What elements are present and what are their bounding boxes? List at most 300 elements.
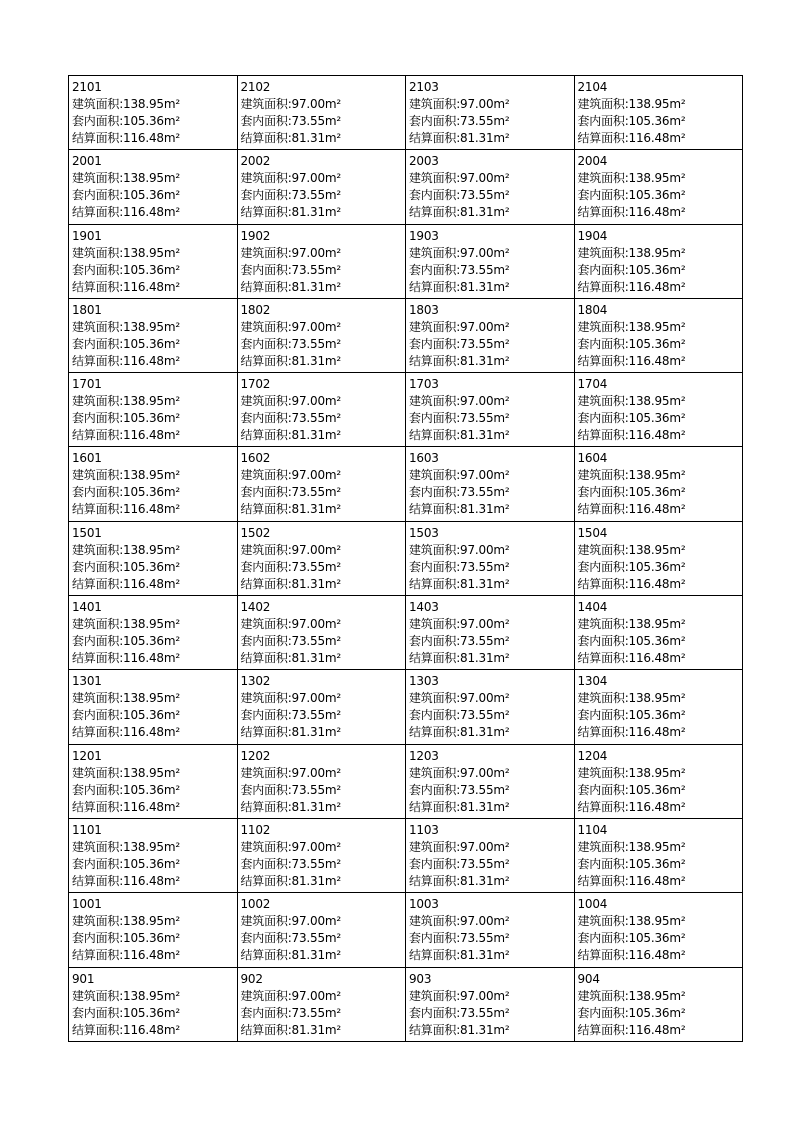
settlement-area-unit: m² bbox=[324, 651, 342, 666]
unit-number: 1902 bbox=[240, 228, 271, 243]
gross-area-unit: m² bbox=[669, 97, 686, 111]
unit-number: 1802 bbox=[240, 302, 271, 317]
unit-cell bbox=[574, 967, 743, 1041]
inner-area-line bbox=[72, 856, 237, 873]
unit-cell bbox=[406, 967, 575, 1041]
inner-area-value: 105.36 bbox=[123, 411, 164, 426]
settlement-area-label: 结算面积: bbox=[72, 1022, 124, 1037]
settlement-area-line bbox=[72, 1022, 237, 1039]
settlement-area-value: 81.31 bbox=[291, 1022, 325, 1037]
unit-area-table bbox=[68, 75, 743, 1042]
gross-area-label: 建筑面积: bbox=[240, 319, 292, 334]
gross-area-unit: m² bbox=[163, 839, 180, 854]
inner-area-value: 105.36 bbox=[123, 782, 164, 797]
inner-area-label: 套内面积: bbox=[240, 114, 292, 128]
inner-area-label: 套内面积: bbox=[72, 931, 124, 946]
inner-area-unit: m² bbox=[493, 485, 510, 500]
inner-area-label: 套内面积: bbox=[72, 856, 124, 871]
unit-number: 1501 bbox=[72, 525, 102, 540]
gross-area-value: 97.00 bbox=[291, 171, 325, 186]
inner-area-line bbox=[72, 113, 237, 130]
inner-area-unit: m² bbox=[324, 485, 342, 500]
gross-area-value: 138.95 bbox=[123, 171, 164, 186]
gross-area-unit: m² bbox=[324, 988, 342, 1003]
inner-area-line bbox=[241, 707, 406, 724]
inner-area-unit: m² bbox=[669, 188, 686, 203]
gross-area-line bbox=[72, 467, 237, 484]
unit-cell bbox=[574, 596, 743, 670]
inner-area-value: 105.36 bbox=[628, 411, 670, 426]
inner-area-unit: m² bbox=[163, 931, 180, 946]
settlement-area-unit: m² bbox=[324, 948, 342, 963]
settlement-area-unit: m² bbox=[669, 576, 686, 591]
gross-area-value: 138.95 bbox=[123, 839, 164, 854]
gross-area-value: 138.95 bbox=[628, 468, 670, 483]
settlement-area-line bbox=[578, 1022, 743, 1039]
gross-area-line bbox=[578, 690, 743, 707]
unit-cell bbox=[406, 224, 575, 298]
gross-area-unit: m² bbox=[163, 394, 180, 409]
settlement-area-line bbox=[578, 130, 743, 147]
inner-area-value: 73.55 bbox=[291, 634, 325, 649]
gross-area-label: 建筑面积: bbox=[72, 988, 124, 1003]
inner-area-value: 105.36 bbox=[123, 931, 164, 946]
settlement-area-unit: m² bbox=[324, 873, 342, 888]
settlement-area-value: 81.31 bbox=[460, 873, 494, 888]
gross-area-label: 建筑面积: bbox=[409, 97, 461, 111]
unit-number: 2003 bbox=[409, 154, 439, 169]
settlement-area-value: 81.31 bbox=[291, 502, 325, 517]
inner-area-unit: m² bbox=[324, 856, 342, 871]
gross-area-line bbox=[241, 913, 406, 930]
inner-area-line bbox=[578, 707, 743, 724]
gross-area-label: 建筑面积: bbox=[577, 171, 629, 186]
settlement-area-label: 结算面积: bbox=[409, 428, 461, 443]
inner-area-label: 套内面积: bbox=[72, 559, 124, 574]
gross-area-label: 建筑面积: bbox=[577, 617, 629, 632]
gross-area-label: 建筑面积: bbox=[72, 468, 124, 483]
inner-area-value: 105.36 bbox=[628, 708, 670, 723]
inner-area-unit: m² bbox=[669, 262, 686, 277]
unit-cell bbox=[406, 893, 575, 967]
unit-number: 1903 bbox=[409, 228, 439, 243]
inner-area-value: 73.55 bbox=[291, 336, 325, 351]
inner-area-unit: m² bbox=[669, 1005, 686, 1020]
inner-area-line bbox=[241, 633, 406, 650]
inner-area-unit: m² bbox=[493, 336, 510, 351]
settlement-area-unit: m² bbox=[324, 725, 342, 740]
gross-area-line bbox=[241, 988, 406, 1005]
unit-cell bbox=[69, 967, 238, 1041]
gross-area-line bbox=[578, 96, 743, 113]
gross-area-unit: m² bbox=[493, 171, 510, 186]
gross-area-unit: m² bbox=[493, 97, 510, 111]
gross-area-unit: m² bbox=[163, 319, 180, 334]
settlement-area-line bbox=[241, 279, 406, 296]
settlement-area-label: 结算面积: bbox=[240, 353, 292, 368]
gross-area-label: 建筑面积: bbox=[409, 245, 461, 260]
inner-area-value: 73.55 bbox=[291, 411, 325, 426]
gross-area-unit: m² bbox=[669, 468, 686, 483]
inner-area-value: 73.55 bbox=[460, 336, 494, 351]
gross-area-line bbox=[409, 765, 574, 782]
unit-number: 2101 bbox=[72, 80, 102, 94]
inner-area-line bbox=[241, 484, 406, 501]
inner-area-label: 套内面积: bbox=[240, 1005, 292, 1020]
inner-area-line bbox=[409, 707, 574, 724]
gross-area-unit: m² bbox=[324, 691, 342, 706]
floor-row bbox=[69, 818, 743, 892]
gross-area-value: 97.00 bbox=[291, 617, 325, 632]
inner-area-label: 套内面积: bbox=[577, 931, 629, 946]
settlement-area-unit: m² bbox=[669, 799, 686, 814]
settlement-area-label: 结算面积: bbox=[72, 353, 124, 368]
settlement-area-unit: m² bbox=[324, 1022, 342, 1037]
inner-area-label: 套内面积: bbox=[240, 782, 292, 797]
gross-area-line bbox=[72, 245, 237, 262]
settlement-area-line bbox=[72, 947, 237, 964]
gross-area-value: 97.00 bbox=[291, 245, 325, 260]
unit-cell bbox=[406, 521, 575, 595]
unit-number: 1702 bbox=[240, 377, 271, 392]
settlement-area-unit: m² bbox=[163, 873, 180, 888]
settlement-area-unit: m² bbox=[669, 873, 686, 888]
gross-area-line bbox=[578, 245, 743, 262]
settlement-area-line bbox=[241, 724, 406, 741]
settlement-area-line bbox=[409, 947, 574, 964]
settlement-area-label: 结算面积: bbox=[72, 131, 124, 145]
settlement-area-line bbox=[241, 130, 406, 147]
settlement-area-unit: m² bbox=[493, 948, 510, 963]
floor-row bbox=[69, 670, 743, 744]
gross-area-label: 建筑面积: bbox=[72, 319, 124, 334]
gross-area-unit: m² bbox=[324, 171, 342, 186]
gross-area-label: 建筑面积: bbox=[409, 617, 461, 632]
gross-area-label: 建筑面积: bbox=[409, 765, 461, 780]
unit-cell bbox=[69, 670, 238, 744]
settlement-area-line bbox=[241, 427, 406, 444]
gross-area-unit: m² bbox=[324, 617, 342, 632]
settlement-area-line bbox=[409, 353, 574, 370]
unit-number: 2004 bbox=[577, 154, 608, 169]
unit-cell bbox=[69, 150, 238, 224]
gross-area-value: 97.00 bbox=[460, 839, 494, 854]
settlement-area-value: 116.48 bbox=[123, 873, 164, 888]
inner-area-value: 73.55 bbox=[460, 856, 494, 871]
gross-area-value: 138.95 bbox=[628, 914, 670, 929]
unit-cell bbox=[237, 521, 406, 595]
unit-number: 1401 bbox=[72, 600, 102, 615]
gross-area-label: 建筑面积: bbox=[240, 765, 292, 780]
gross-area-unit: m² bbox=[163, 245, 180, 260]
unit-number: 2103 bbox=[409, 80, 439, 94]
inner-area-label: 套内面积: bbox=[72, 411, 124, 426]
inner-area-label: 套内面积: bbox=[577, 411, 629, 426]
gross-area-label: 建筑面积: bbox=[577, 691, 629, 706]
settlement-area-value: 116.48 bbox=[628, 131, 670, 145]
settlement-area-line bbox=[578, 873, 743, 890]
gross-area-value: 138.95 bbox=[123, 542, 164, 557]
unit-number: 1604 bbox=[577, 451, 608, 466]
gross-area-value: 97.00 bbox=[460, 245, 494, 260]
settlement-area-unit: m² bbox=[163, 725, 180, 740]
inner-area-line bbox=[241, 113, 406, 130]
gross-area-line bbox=[409, 690, 574, 707]
gross-area-unit: m² bbox=[669, 394, 686, 409]
settlement-area-unit: m² bbox=[493, 1022, 510, 1037]
gross-area-value: 138.95 bbox=[628, 245, 670, 260]
gross-area-unit: m² bbox=[669, 988, 686, 1003]
gross-area-line bbox=[241, 170, 406, 187]
inner-area-label: 套内面积: bbox=[72, 262, 124, 277]
inner-area-label: 套内面积: bbox=[240, 262, 292, 277]
settlement-area-unit: m² bbox=[493, 725, 510, 740]
unit-cell bbox=[237, 447, 406, 521]
gross-area-label: 建筑面积: bbox=[72, 914, 124, 929]
settlement-area-label: 结算面积: bbox=[577, 873, 629, 888]
gross-area-unit: m² bbox=[163, 542, 180, 557]
gross-area-value: 138.95 bbox=[123, 319, 164, 334]
settlement-area-unit: m² bbox=[669, 725, 686, 740]
unit-number: 1101 bbox=[72, 822, 102, 837]
inner-area-unit: m² bbox=[493, 559, 510, 574]
inner-area-line bbox=[241, 410, 406, 427]
gross-area-label: 建筑面积: bbox=[409, 691, 461, 706]
unit-cell bbox=[574, 373, 743, 447]
unit-number: 1001 bbox=[72, 897, 102, 912]
settlement-area-label: 结算面积: bbox=[72, 428, 124, 443]
settlement-area-value: 116.48 bbox=[628, 725, 670, 740]
settlement-area-unit: m² bbox=[163, 502, 180, 517]
floor-row bbox=[69, 521, 743, 595]
gross-area-label: 建筑面积: bbox=[72, 394, 124, 409]
gross-area-value: 97.00 bbox=[291, 988, 325, 1003]
inner-area-label: 套内面积: bbox=[240, 634, 292, 649]
gross-area-value: 97.00 bbox=[460, 97, 494, 111]
gross-area-unit: m² bbox=[493, 691, 510, 706]
inner-area-value: 105.36 bbox=[123, 856, 164, 871]
gross-area-line bbox=[72, 839, 237, 856]
inner-area-line bbox=[409, 410, 574, 427]
gross-area-value: 138.95 bbox=[123, 617, 164, 632]
gross-area-line bbox=[241, 542, 406, 559]
settlement-area-label: 结算面积: bbox=[240, 205, 292, 220]
inner-area-line bbox=[409, 1005, 574, 1022]
inner-area-line bbox=[72, 930, 237, 947]
floor-row bbox=[69, 967, 743, 1041]
inner-area-label: 套内面积: bbox=[240, 411, 292, 426]
gross-area-label: 建筑面积: bbox=[577, 914, 629, 929]
settlement-area-unit: m² bbox=[163, 948, 180, 963]
settlement-area-label: 结算面积: bbox=[240, 651, 292, 666]
inner-area-line bbox=[72, 336, 237, 353]
inner-area-value: 105.36 bbox=[628, 336, 670, 351]
inner-area-value: 105.36 bbox=[123, 1005, 164, 1020]
gross-area-line bbox=[72, 616, 237, 633]
inner-area-label: 套内面积: bbox=[72, 114, 124, 128]
unit-cell bbox=[406, 818, 575, 892]
gross-area-value: 138.95 bbox=[628, 765, 670, 780]
inner-area-unit: m² bbox=[493, 634, 510, 649]
inner-area-unit: m² bbox=[163, 262, 180, 277]
gross-area-value: 138.95 bbox=[628, 691, 670, 706]
inner-area-unit: m² bbox=[669, 559, 686, 574]
inner-area-unit: m² bbox=[669, 931, 686, 946]
inner-area-label: 套内面积: bbox=[409, 336, 461, 351]
gross-area-line bbox=[72, 542, 237, 559]
gross-area-unit: m² bbox=[324, 765, 342, 780]
unit-cell bbox=[69, 818, 238, 892]
unit-cell bbox=[406, 150, 575, 224]
gross-area-unit: m² bbox=[493, 542, 510, 557]
settlement-area-line bbox=[409, 724, 574, 741]
gross-area-value: 97.00 bbox=[291, 394, 325, 409]
unit-number: 2104 bbox=[577, 80, 608, 94]
unit-number: 1801 bbox=[72, 302, 102, 317]
settlement-area-value: 81.31 bbox=[291, 725, 325, 740]
gross-area-value: 138.95 bbox=[123, 245, 164, 260]
settlement-area-label: 结算面积: bbox=[72, 873, 124, 888]
gross-area-label: 建筑面积: bbox=[240, 245, 292, 260]
inner-area-unit: m² bbox=[163, 411, 180, 426]
unit-number: 904 bbox=[577, 971, 600, 986]
settlement-area-label: 结算面积: bbox=[577, 725, 629, 740]
settlement-area-value: 116.48 bbox=[628, 502, 670, 517]
inner-area-value: 73.55 bbox=[460, 559, 494, 574]
unit-number: 1804 bbox=[577, 302, 608, 317]
settlement-area-value: 81.31 bbox=[291, 873, 325, 888]
gross-area-label: 建筑面积: bbox=[240, 171, 292, 186]
settlement-area-line bbox=[72, 650, 237, 667]
unit-number: 1003 bbox=[409, 897, 439, 912]
unit-number: 1602 bbox=[240, 451, 271, 466]
gross-area-label: 建筑面积: bbox=[240, 542, 292, 557]
gross-area-value: 97.00 bbox=[291, 839, 325, 854]
inner-area-line bbox=[409, 559, 574, 576]
gross-area-label: 建筑面积: bbox=[240, 97, 292, 111]
gross-area-unit: m² bbox=[493, 765, 510, 780]
inner-area-line bbox=[409, 856, 574, 873]
floor-row bbox=[69, 150, 743, 224]
gross-area-line bbox=[72, 393, 237, 410]
gross-area-unit: m² bbox=[493, 839, 510, 854]
inner-area-unit: m² bbox=[669, 336, 686, 351]
settlement-area-label: 结算面积: bbox=[72, 651, 124, 666]
inner-area-label: 套内面积: bbox=[577, 262, 629, 277]
unit-number: 1304 bbox=[577, 674, 608, 689]
inner-area-label: 套内面积: bbox=[240, 188, 292, 203]
settlement-area-value: 116.48 bbox=[628, 1022, 670, 1037]
unit-cell bbox=[574, 224, 743, 298]
inner-area-unit: m² bbox=[324, 336, 342, 351]
gross-area-label: 建筑面积: bbox=[240, 914, 292, 929]
inner-area-unit: m² bbox=[163, 559, 180, 574]
settlement-area-label: 结算面积: bbox=[72, 799, 124, 814]
settlement-area-label: 结算面积: bbox=[577, 651, 629, 666]
inner-area-unit: m² bbox=[493, 188, 510, 203]
inner-area-label: 套内面积: bbox=[577, 1005, 629, 1020]
unit-number: 1904 bbox=[577, 228, 608, 243]
gross-area-value: 138.95 bbox=[123, 468, 164, 483]
gross-area-label: 建筑面积: bbox=[577, 542, 629, 557]
unit-cell bbox=[574, 744, 743, 818]
inner-area-unit: m² bbox=[163, 708, 180, 723]
unit-number: 1104 bbox=[577, 822, 608, 837]
inner-area-value: 105.36 bbox=[628, 262, 670, 277]
unit-number: 1403 bbox=[409, 600, 439, 615]
inner-area-label: 套内面积: bbox=[409, 1005, 461, 1020]
inner-area-line bbox=[241, 782, 406, 799]
inner-area-label: 套内面积: bbox=[409, 411, 461, 426]
inner-area-value: 105.36 bbox=[628, 485, 670, 500]
settlement-area-value: 116.48 bbox=[628, 428, 670, 443]
settlement-area-unit: m² bbox=[324, 428, 342, 443]
settlement-area-value: 116.48 bbox=[628, 205, 670, 220]
gross-area-value: 138.95 bbox=[628, 839, 670, 854]
settlement-area-line bbox=[578, 724, 743, 741]
gross-area-unit: m² bbox=[669, 914, 686, 929]
gross-area-unit: m² bbox=[669, 691, 686, 706]
inner-area-label: 套内面积: bbox=[409, 262, 461, 277]
gross-area-label: 建筑面积: bbox=[409, 542, 461, 557]
settlement-area-unit: m² bbox=[163, 1022, 180, 1037]
gross-area-label: 建筑面积: bbox=[240, 468, 292, 483]
inner-area-line bbox=[241, 930, 406, 947]
inner-area-label: 套内面积: bbox=[577, 856, 629, 871]
gross-area-label: 建筑面积: bbox=[72, 97, 124, 111]
gross-area-line bbox=[72, 765, 237, 782]
inner-area-unit: m² bbox=[324, 634, 342, 649]
gross-area-line bbox=[578, 913, 743, 930]
settlement-area-unit: m² bbox=[493, 205, 510, 220]
gross-area-value: 97.00 bbox=[291, 542, 325, 557]
settlement-area-unit: m² bbox=[163, 428, 180, 443]
unit-cell bbox=[237, 298, 406, 372]
settlement-area-line bbox=[578, 427, 743, 444]
gross-area-value: 97.00 bbox=[460, 988, 494, 1003]
inner-area-unit: m² bbox=[324, 114, 342, 128]
inner-area-label: 套内面积: bbox=[409, 708, 461, 723]
unit-cell bbox=[574, 521, 743, 595]
gross-area-value: 97.00 bbox=[460, 319, 494, 334]
inner-area-unit: m² bbox=[493, 114, 510, 128]
inner-area-value: 73.55 bbox=[460, 485, 494, 500]
inner-area-value: 73.55 bbox=[291, 559, 325, 574]
inner-area-unit: m² bbox=[324, 262, 342, 277]
settlement-area-label: 结算面积: bbox=[240, 948, 292, 963]
gross-area-label: 建筑面积: bbox=[72, 765, 124, 780]
gross-area-value: 97.00 bbox=[460, 691, 494, 706]
settlement-area-label: 结算面积: bbox=[240, 502, 292, 517]
settlement-area-line bbox=[409, 1022, 574, 1039]
unit-cell bbox=[237, 596, 406, 670]
inner-area-value: 105.36 bbox=[123, 114, 164, 128]
unit-number: 2001 bbox=[72, 154, 102, 169]
unit-cell bbox=[69, 76, 238, 150]
inner-area-label: 套内面积: bbox=[240, 856, 292, 871]
settlement-area-line bbox=[578, 204, 743, 221]
inner-area-line bbox=[578, 262, 743, 279]
gross-area-line bbox=[409, 319, 574, 336]
settlement-area-unit: m² bbox=[163, 799, 180, 814]
inner-area-label: 套内面积: bbox=[577, 782, 629, 797]
settlement-area-unit: m² bbox=[493, 651, 510, 666]
gross-area-unit: m² bbox=[163, 765, 180, 780]
unit-number: 2002 bbox=[240, 154, 271, 169]
unit-number: 1303 bbox=[409, 674, 439, 689]
settlement-area-unit: m² bbox=[324, 353, 342, 368]
inner-area-unit: m² bbox=[163, 336, 180, 351]
